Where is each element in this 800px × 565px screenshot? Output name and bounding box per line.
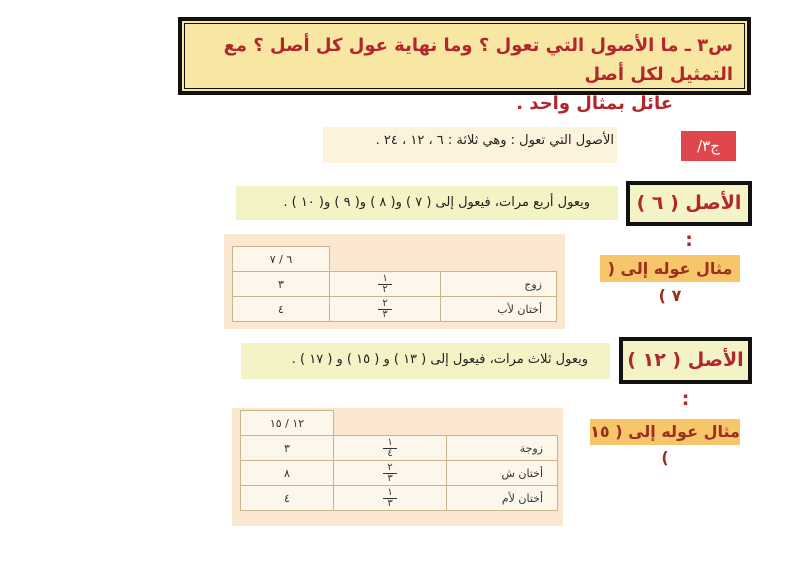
table-value-cell: ٨	[241, 461, 334, 486]
answer-text: الأصول التي تعول : وهي ثلاثة : ٦ ، ١٢ ، ٢٤ .	[375, 133, 614, 148]
table-header-cell: ٦ / ٧	[233, 247, 330, 272]
table-value-cell: ٤	[233, 297, 330, 322]
table-value-cell: ٣	[241, 436, 334, 461]
table-heir-cell: أختان ش	[447, 461, 558, 486]
table-heir-cell: أختان لأب	[441, 297, 557, 322]
table-row	[233, 297, 557, 322]
asl6-example-label: مثال عوله إلى ( ٧ )	[600, 255, 740, 282]
table-header-row	[241, 411, 558, 436]
table-fraction-cell	[334, 436, 447, 461]
fraction	[383, 438, 396, 459]
fraction-denominator: ٣	[382, 308, 388, 320]
table-heir-cell: زوج	[441, 272, 557, 297]
asl6-title: الأصل ( ٦ ) :	[626, 181, 752, 226]
table-header-row	[233, 247, 557, 272]
table-fraction-cell	[330, 297, 441, 322]
table-fraction-cell	[334, 486, 447, 511]
table-heir-cell: زوجة	[447, 436, 558, 461]
asl12-example-label: مثال عوله إلى ( ١٥ )	[590, 419, 740, 445]
fraction-numerator: ٢	[383, 463, 396, 474]
fraction-denominator: ٣	[387, 472, 393, 484]
asl12-title: الأصل ( ١٢ ) :	[619, 337, 752, 384]
fraction-numerator: ١	[378, 274, 391, 285]
table-blank-cell	[334, 411, 558, 436]
table-row	[241, 461, 558, 486]
table-row	[233, 272, 557, 297]
fraction	[378, 299, 391, 320]
table-blank-cell	[330, 247, 557, 272]
question-box	[178, 17, 751, 114]
table-row	[241, 436, 558, 461]
asl6-description: ويعول أربع مرات، فيعول إلى ( ٧ ) و( ٨ ) و( ٩ ) و( ١٠ ) .	[283, 195, 590, 210]
answer-label: ج٣/	[681, 131, 736, 161]
fraction-denominator: ٣	[387, 497, 393, 509]
table-heir-cell: أختان لأم	[447, 486, 558, 511]
fraction-denominator: ٤	[387, 447, 393, 459]
fraction-denominator: ٢	[382, 283, 388, 295]
table-value-cell: ٣	[233, 272, 330, 297]
table-value-cell: ٤	[241, 486, 334, 511]
table-fraction-cell	[334, 461, 447, 486]
fraction-numerator: ٢	[378, 299, 391, 310]
table-header-cell: ١٢ / ١٥	[241, 411, 334, 436]
table-fraction-cell	[330, 272, 441, 297]
question-line-2: عائل بمثال واحد .	[516, 93, 673, 114]
asl6-table	[232, 246, 557, 322]
fraction	[378, 274, 391, 295]
table-row	[241, 486, 558, 511]
fraction-numerator: ١	[383, 488, 396, 499]
question-text	[188, 31, 733, 118]
fraction	[383, 463, 396, 484]
question-line-1: س٣ ـ ما الأصول التي تعول ؟ وما نهاية عول كل أصل ؟ مع التمثيل لكل أصل	[223, 35, 733, 85]
fraction-numerator: ١	[383, 438, 396, 449]
asl12-description: ويعول ثلاث مرات، فيعول إلى ( ١٣ ) و ( ١٥ ) و ( ١٧ ) .	[291, 352, 588, 367]
asl12-table	[240, 410, 558, 511]
fraction	[383, 488, 396, 509]
